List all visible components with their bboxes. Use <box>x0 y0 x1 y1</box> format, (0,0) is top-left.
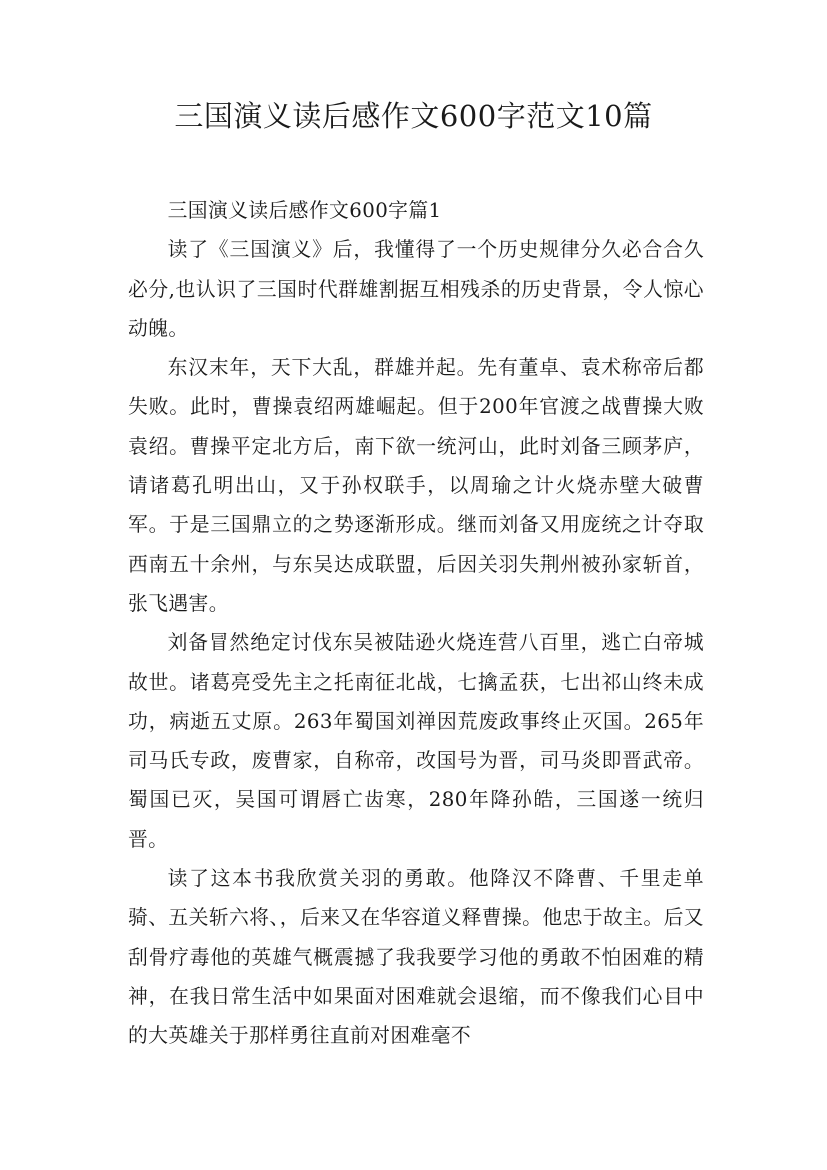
paragraph: 读了《三国演义》后，我懂得了一个历史规律分久必合合久必分,也认识了三国时代群雄割据互相残杀的历史背景，令人惊心动魄。 <box>128 238 704 340</box>
document-title: 三国演义读后感作文600字范文10篇 <box>174 99 653 133</box>
section-heading: 三国演义读后感作文600字篇1 <box>167 199 442 222</box>
paragraph: 读了这本书我欣赏关羽的勇敢。他降汉不降曹、千里走单骑、五关斩六将、，后来又在华容道义释曹操。他忠于故主。后又刮骨疗毒他的英雄气概震撼了我我要学习他的勇敢不怕困难的精神，在我日常生活中如果面对困难就会退缩，而不像我们心目中的大英雄关于那样勇往直前对困难毫不 <box>128 867 704 1048</box>
document-body <box>128 191 704 1056</box>
paragraph: 东汉末年，天下大乱，群雄并起。先有董卓、袁术称帝后都失败。此时，曹操袁绍两雄崛起。但于200年官渡之战曹操大败袁绍。曹操平定北方后，南下欲一统河山，此时刘备三顾茅庐，请诸葛孔明出山，又于孙权联手，以周瑜之计火烧赤壁大破曹军。于是三国鼎立的之势逐渐形成。继而刘备又用庞统之计夺取西南五十余州，与东吴达成联盟，后因关羽失荆州被孙家斩首，张飞遇害。 <box>128 356 704 615</box>
paragraph: 刘备冒然绝定讨伐东吴被陆逊火烧连营八百里，逃亡白帝城故世。诸葛亮受先主之托南征北战，七擒孟获，七出祁山终未成功，病逝五丈原。263年蜀国刘禅因荒废政事终止灭国。265年司马氏专政，废曹家，自称帝，改国号为晋，司马炎即晋武帝。蜀国已灭，吴国可谓唇亡齿寒，280年降孙皓，三国遂一统归晋。 <box>128 631 704 851</box>
